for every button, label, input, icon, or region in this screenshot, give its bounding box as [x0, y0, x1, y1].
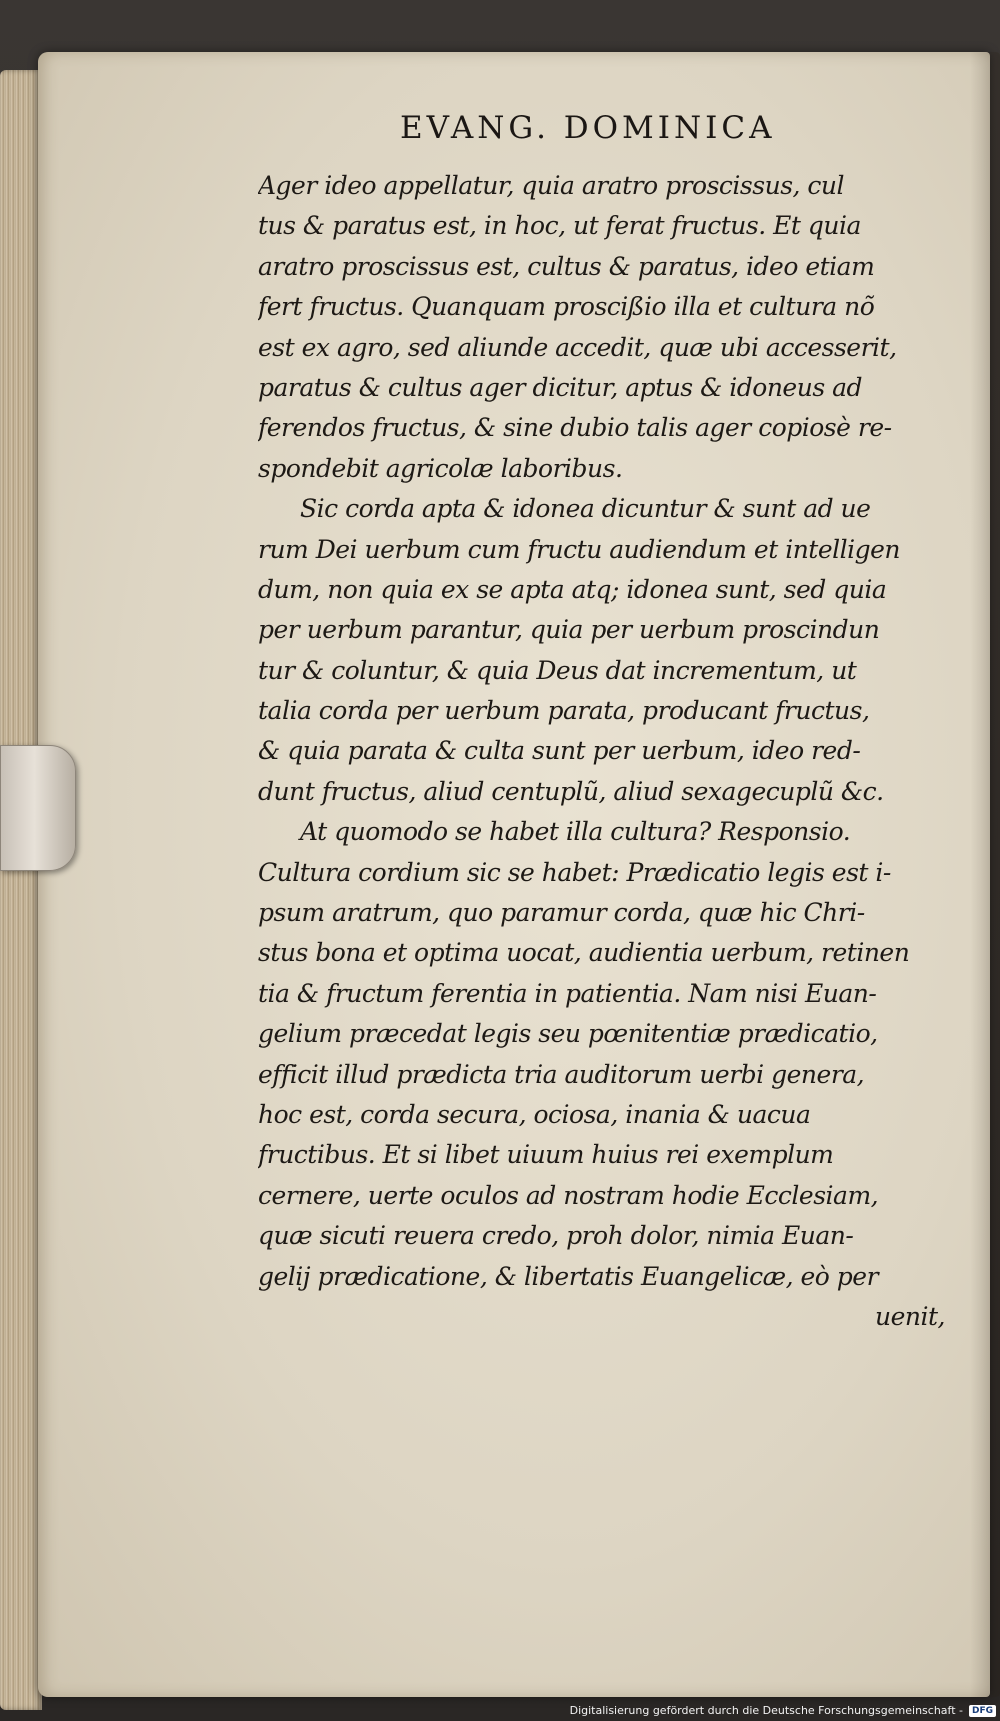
text-line: tus & paratus est, in hoc, ut ferat fructus. Et quia [258, 211, 861, 241]
text-line: gelij prædicatione, & libertatis Euangelicæ, eò per [258, 1261, 879, 1291]
digitization-credit [570, 1704, 996, 1717]
text-line: gelium præcedat legis seu pœnitentiæ prædicatio, [258, 1019, 878, 1049]
text-line: hoc est, corda secura, ociosa, inania & uacua [258, 1099, 811, 1129]
running-header: EVANG. DOMINICA [400, 110, 776, 146]
catchword: uenit, [875, 1301, 945, 1331]
text-line: Cultura cordium sic se habet: Prædicatio legis est i- [258, 857, 891, 887]
page-fold-shadow [970, 52, 1000, 1697]
text-line: Sic corda apta & idonea dicuntur & sunt ad ue [300, 494, 871, 524]
text-line: per uerbum parantur, quia per uerbum proscindun [258, 615, 880, 645]
page-clip [0, 745, 76, 871]
text-line: stus bona et optima uocat, audientia uerbum, retinen [258, 938, 910, 968]
credit-text: Digitalisierung gefördert durch die Deutsche Forschungsgemeinschaft - [569, 1704, 963, 1717]
text-line: spondebit agricolæ laboribus. [258, 453, 623, 483]
text-line: Ager ideo appellatur, quia aratro proscissus, cul [258, 171, 845, 200]
body-text [258, 166, 953, 1337]
text-line: psum aratrum, quo paramur corda, quæ hic Chri- [258, 898, 865, 928]
text-line: tur & coluntur, & quia Deus dat incrementum, ut [258, 655, 857, 685]
text-line: rum Dei uerbum cum fructu audiendum et intelligen [258, 534, 901, 564]
text-line: est ex agro, sed aliunde accedit, quæ ubi accesserit, [258, 332, 897, 362]
text-line: cernere, uerte oculos ad nostram hodie Ecclesiam, [258, 1180, 879, 1210]
text-line: aratro proscissus est, cultus & paratus, ideo etiam [258, 251, 875, 281]
text-line: dum, non quia ex se apta atq; idonea sunt, sed quia [258, 574, 887, 604]
text-line: fructibus. Et si libet uiuum huius rei exemplum [258, 1140, 834, 1170]
text-line: dunt fructus, aliud centuplũ, aliud sexagecuplũ &c. [258, 776, 884, 806]
book-page-edges [0, 70, 42, 1710]
dfg-logo: DFG [969, 1705, 996, 1717]
text-line: ferendos fructus, & sine dubio talis ager copiosè re- [258, 413, 892, 443]
text-line: At quomodo se habet illa cultura? Responsio. [300, 817, 851, 847]
text-line: fert fructus. Quanquam proscißio illa et cultura nõ [258, 292, 875, 322]
text-line: talia corda per uerbum parata, producant fructus, [258, 696, 870, 726]
text-line: quæ sicuti reuera credo, proh dolor, nimia Euan- [258, 1221, 854, 1251]
text-line: & quia parata & culta sunt per uerbum, ideo red- [258, 736, 861, 766]
text-line: efficit illud prædicta tria auditorum uerbi genera, [258, 1059, 865, 1089]
text-line: paratus & cultus ager dicitur, aptus & idoneus ad [258, 372, 863, 402]
text-line: tia & fructum ferentia in patientia. Nam nisi Euan- [258, 978, 877, 1008]
